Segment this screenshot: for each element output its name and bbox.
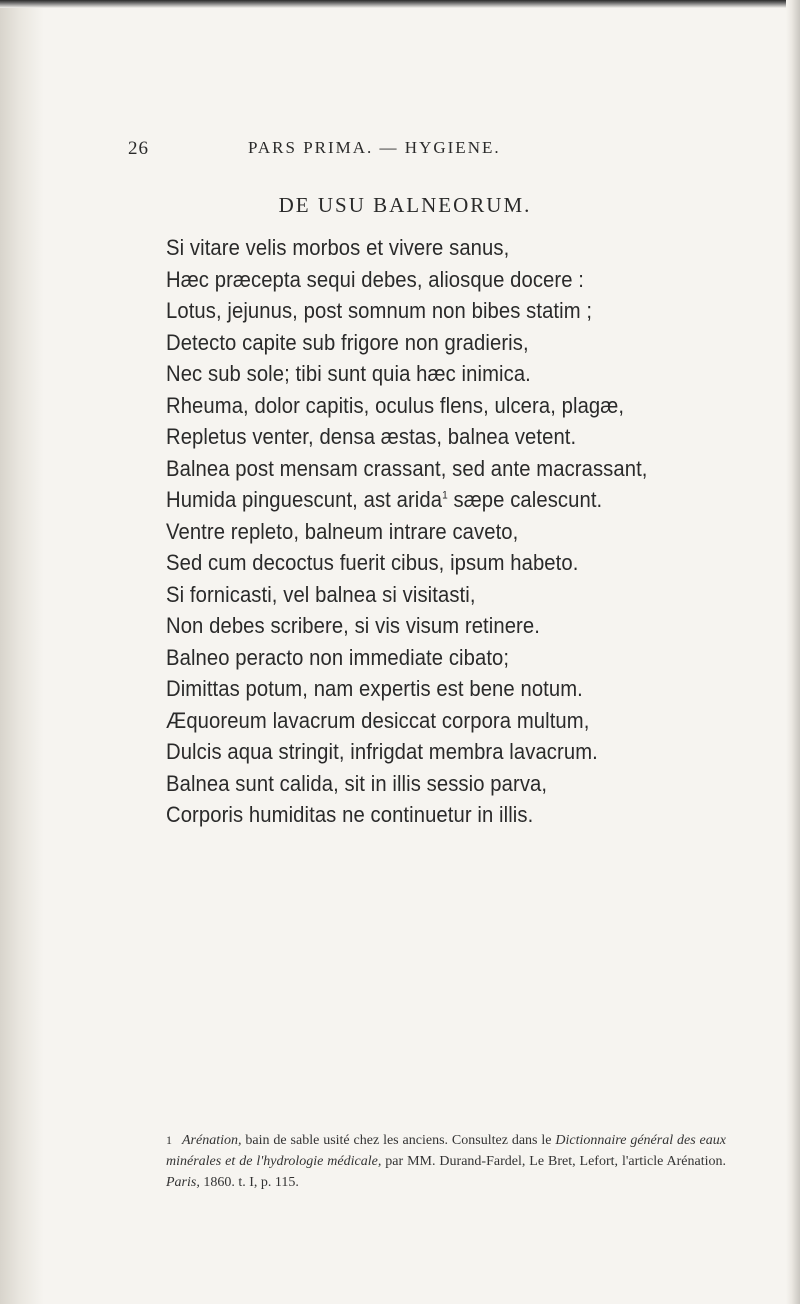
page-top-edge xyxy=(0,0,800,8)
verse-line: Balnea sunt calida, sit in illis sessio parva, xyxy=(166,770,548,796)
verse-line: Corporis humiditas ne continuetur in illis. xyxy=(166,802,534,827)
verse-list xyxy=(166,232,726,831)
verse-line: Lotus, jejunus, post somnum non bibes statim ; xyxy=(166,298,593,323)
verse-line: Si fornicasti, vel balnea si visitasti, xyxy=(166,581,476,607)
verse-line: Ventre repleto, balneum intrare caveto, xyxy=(166,518,519,544)
page-header xyxy=(128,138,688,168)
verse-line: Hæc præcepta sequi debes, aliosque docere : xyxy=(166,266,584,292)
footnote-text: par MM. Durand-Fardel, Le Bret, Lefort, l'article Arénation. xyxy=(381,1154,726,1169)
verse-line: Non debes scribere, si vis visum retinere. xyxy=(166,613,540,638)
footnote xyxy=(166,1130,726,1193)
verse-line-with-footnote xyxy=(166,484,681,516)
verse-line: Repletus venter, densa æstas, balnea vetent. xyxy=(166,424,577,449)
verse-line: Dulcis aqua stringit, infrigdat membra lavacrum. xyxy=(166,739,598,764)
footnote-term: Arénation, xyxy=(182,1133,242,1148)
footnote-number: 1 xyxy=(166,1133,172,1147)
footnote-place: Paris, xyxy=(166,1175,200,1190)
verse-line: Detecto capite sub frigore non gradieris, xyxy=(166,329,529,355)
verse-text: Humida pinguescunt, ast arida xyxy=(166,487,443,512)
verse-line: Rheuma, dolor capitis, oculus flens, ulcera, plagæ, xyxy=(166,392,625,418)
footnote-text: bain de sable usité chez les anciens. Consultez dans le xyxy=(241,1133,556,1148)
footnote-work-title: Dictionnaire général des eaux minérales et de l'hydrologie médicale, xyxy=(166,1133,726,1169)
footnote-text: 1860. t. I, p. 115. xyxy=(199,1175,299,1190)
verse-line: Nec sub sole; tibi sunt quia hæc inimica. xyxy=(166,361,531,386)
verse-line: Balnea post mensam crassant, sed ante macrassant, xyxy=(166,455,648,481)
verse-text: sæpe calescunt. xyxy=(447,487,603,512)
verse-line: Æquoreum lavacrum desiccat corpora multum, xyxy=(166,707,590,733)
page-number: 26 xyxy=(128,138,149,159)
verse-line: Dimittas potum, nam expertis est bene notum. xyxy=(166,676,583,701)
verse-line: Si vitare velis morbos et vivere sanus, xyxy=(166,235,510,260)
poem-title: DE USU BALNEORUM. xyxy=(278,193,532,217)
verse-line: Balneo peracto non immediate cibato; xyxy=(166,644,510,670)
running-head: PARS PRIMA. — HYGIENE. xyxy=(248,138,501,157)
footnote-marker[interactable]: 1 xyxy=(442,489,448,502)
verse-line: Sed cum decoctus fuerit cibus, ipsum habeto. xyxy=(166,550,579,575)
